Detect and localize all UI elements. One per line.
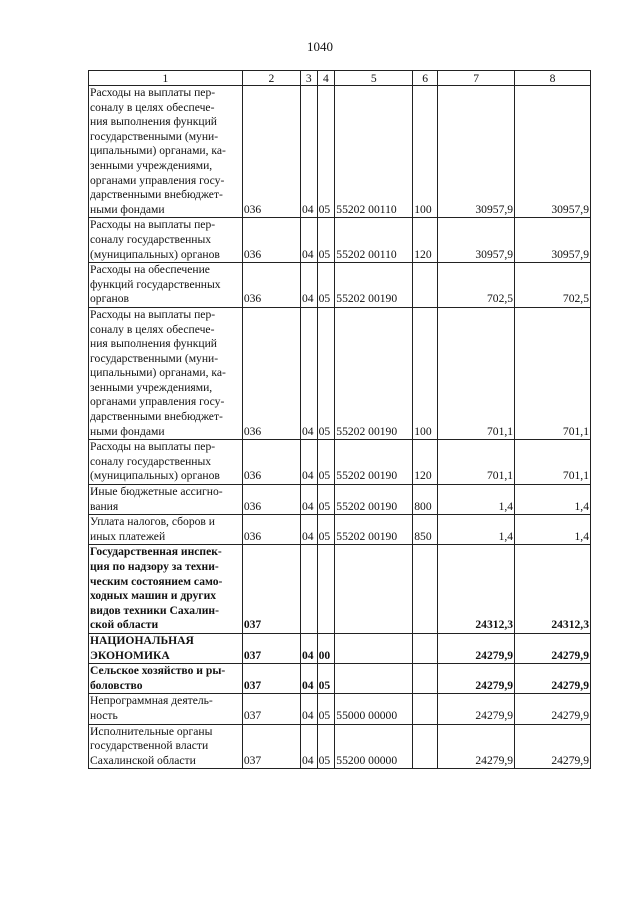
table-row [89,218,591,263]
target-article-cell: 55000 00000 [335,694,413,724]
department-code-cell: 036 [242,515,300,545]
expense-type-cell: 120 [413,218,438,263]
expense-type-cell: 120 [413,440,438,485]
table-row [89,633,591,663]
amount-cell: 24312,3 [438,545,515,634]
column-header: 8 [515,71,591,86]
expense-name-cell: НАЦИОНАЛЬНАЯ ЭКОНОМИКА [89,633,243,663]
amount-cell: 702,5 [438,263,515,308]
department-code-cell: 037 [242,545,300,634]
header-row [89,71,591,86]
amount-cell: 701,1 [438,440,515,485]
target-article-cell: 55202 00190 [335,485,413,515]
column-header: 2 [242,71,300,86]
amount-cell: 30957,9 [515,86,591,218]
expense-type-cell [413,263,438,308]
section-code-cell: 04 [301,485,318,515]
expense-type-cell [413,545,438,634]
target-article-cell [335,545,413,634]
section-code-cell: 04 [301,440,318,485]
subsection-code-cell: 05 [317,485,335,515]
expense-type-cell: 100 [413,86,438,218]
amount-cell: 24279,9 [438,694,515,724]
section-code-cell: 04 [301,694,318,724]
section-code-cell: 04 [301,664,318,694]
target-article-cell: 55202 00190 [335,263,413,308]
table-row [89,307,591,439]
target-article-cell: 55202 00190 [335,307,413,439]
expense-name-cell: Сельское хозяйство и ры- боловство [89,664,243,694]
amount-cell: 24279,9 [515,724,591,769]
subsection-code-cell: 05 [317,86,335,218]
department-code-cell: 037 [242,664,300,694]
department-code-cell: 037 [242,633,300,663]
target-article-cell [335,633,413,663]
table-row [89,86,591,218]
amount-cell: 701,1 [438,307,515,439]
target-article-cell: 55202 00190 [335,440,413,485]
amount-cell: 24279,9 [515,633,591,663]
section-code-cell: 04 [301,218,318,263]
subsection-code-cell: 05 [317,515,335,545]
target-article-cell: 55202 00110 [335,218,413,263]
target-article-cell [335,664,413,694]
subsection-code-cell: 05 [317,307,335,439]
expense-name-cell: Государственная инспек- ция по надзору за техни- ческим состоянием само- ходных машин и других видов техники Сахалин- ской области [89,545,243,634]
expense-name-cell: Иные бюджетные ассигно- вания [89,485,243,515]
column-header: 3 [301,71,318,86]
target-article-cell: 55202 00190 [335,515,413,545]
expense-name-cell: Исполнительные органы государственной власти Сахалинской области [89,724,243,769]
expense-name-cell: Уплата налогов, сборов и иных платежей [89,515,243,545]
expense-type-cell: 800 [413,485,438,515]
table-row [89,724,591,769]
expense-name-cell: Расходы на выплаты пер- соналу в целях обеспече- ния выполнения функций государственными (муни- ципальными) органами, ка- зенными учреждениями, органами управления госу- дарственными внебюджет- ными фондами [89,86,243,218]
target-article-cell: 55202 00110 [335,86,413,218]
amount-cell: 702,5 [515,263,591,308]
budget-table [88,70,591,769]
department-code-cell: 037 [242,694,300,724]
table-row [89,440,591,485]
expense-type-cell [413,633,438,663]
amount-cell: 30957,9 [515,218,591,263]
table-body [89,86,591,769]
section-code-cell: 04 [301,515,318,545]
expense-type-cell [413,694,438,724]
expense-name-cell: Непрограммная деятель- ность [89,694,243,724]
column-header: 1 [89,71,243,86]
department-code-cell: 036 [242,86,300,218]
table-row [89,485,591,515]
department-code-cell: 037 [242,724,300,769]
expense-type-cell: 850 [413,515,438,545]
section-code-cell: 04 [301,307,318,439]
amount-cell: 1,4 [515,515,591,545]
table-row [89,263,591,308]
target-article-cell: 55200 00000 [335,724,413,769]
expense-type-cell [413,664,438,694]
expense-name-cell: Расходы на обеспечение функций государственных органов [89,263,243,308]
department-code-cell: 036 [242,440,300,485]
subsection-code-cell: 05 [317,218,335,263]
expense-type-cell [413,724,438,769]
amount-cell: 1,4 [515,485,591,515]
subsection-code-cell: 05 [317,664,335,694]
amount-cell: 24279,9 [438,724,515,769]
expense-name-cell: Расходы на выплаты пер- соналу в целях обеспече- ния выполнения функций государственными (муни- ципальными) органами, ка- зенными учреждениями, органами управления госу- дарственными внебюджет- ными фондами [89,307,243,439]
subsection-code-cell: 05 [317,724,335,769]
amount-cell: 24312,3 [515,545,591,634]
section-code-cell: 04 [301,633,318,663]
table-row [89,545,591,634]
amount-cell: 24279,9 [438,664,515,694]
table-row [89,694,591,724]
subsection-code-cell: 05 [317,263,335,308]
section-code-cell: 04 [301,263,318,308]
section-code-cell [301,545,318,634]
subsection-code-cell: 05 [317,440,335,485]
amount-cell: 701,1 [515,307,591,439]
subsection-code-cell: 00 [317,633,335,663]
page-number: 1040 [307,39,333,54]
column-header: 5 [335,71,413,86]
amount-cell: 1,4 [438,515,515,545]
amount-cell: 701,1 [515,440,591,485]
department-code-cell: 036 [242,263,300,308]
amount-cell: 24279,9 [438,633,515,663]
amount-cell: 30957,9 [438,86,515,218]
section-code-cell: 04 [301,724,318,769]
amount-cell: 24279,9 [515,694,591,724]
department-code-cell: 036 [242,485,300,515]
amount-cell: 1,4 [438,485,515,515]
expense-name-cell: Расходы на выплаты пер- соналу государственных (муниципальных) органов [89,440,243,485]
subsection-code-cell [317,545,335,634]
column-header: 6 [413,71,438,86]
amount-cell: 24279,9 [515,664,591,694]
department-code-cell: 036 [242,218,300,263]
department-code-cell: 036 [242,307,300,439]
section-code-cell: 04 [301,86,318,218]
table-row [89,664,591,694]
column-header: 7 [438,71,515,86]
expense-name-cell: Расходы на выплаты пер- соналу государственных (муниципальных) органов [89,218,243,263]
column-header: 4 [317,71,335,86]
table-row [89,515,591,545]
subsection-code-cell: 05 [317,694,335,724]
amount-cell: 30957,9 [438,218,515,263]
expense-type-cell: 100 [413,307,438,439]
